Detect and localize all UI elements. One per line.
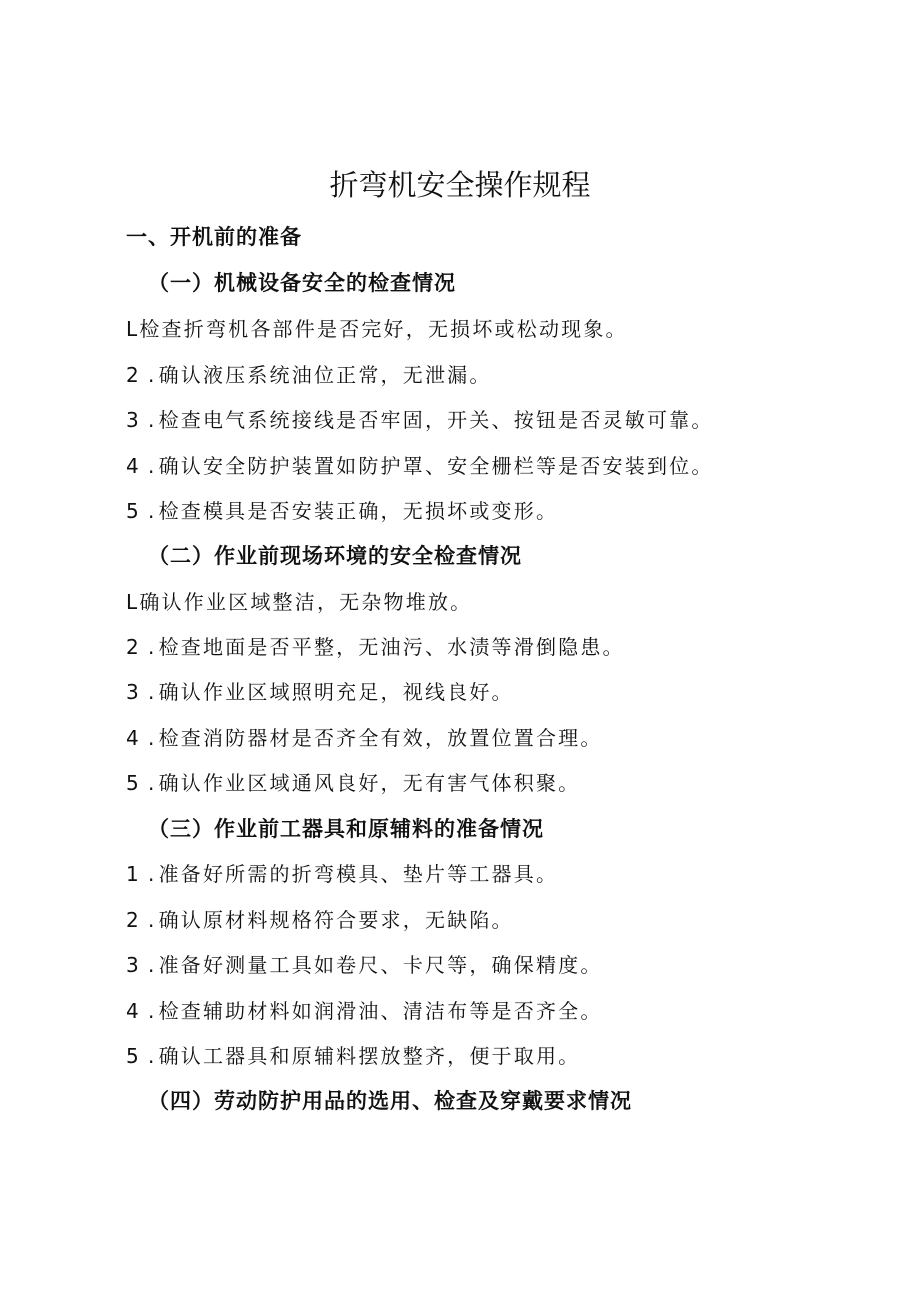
item-number: 3 bbox=[126, 953, 141, 977]
item-dot: . bbox=[148, 408, 157, 432]
item-number: 4 bbox=[126, 726, 141, 750]
item-number: 3 bbox=[126, 408, 141, 432]
item-dot: . bbox=[148, 953, 157, 977]
item-dot: . bbox=[148, 908, 157, 932]
item-text: 检查消防器材是否齐全有效，放置位置合理。 bbox=[158, 726, 603, 750]
item-dot: . bbox=[148, 635, 157, 659]
section-heading: 一、开机前的准备 bbox=[126, 225, 302, 249]
list-item bbox=[126, 859, 558, 889]
item-number: 2 bbox=[126, 363, 141, 387]
item-number: 1 bbox=[126, 862, 141, 886]
item-text: 确认作业区域通风良好，无有害气体积聚。 bbox=[158, 771, 581, 795]
item-number: 2 bbox=[126, 635, 141, 659]
item-dot: . bbox=[148, 999, 157, 1023]
item-text: 准备好测量工具如卷尺、卡尺等，确保精度。 bbox=[158, 953, 603, 977]
subsection-heading: （三）作业前工器具和原辅料的准备情况 bbox=[148, 817, 544, 841]
list-item bbox=[126, 405, 714, 435]
subsection-heading: （二）作业前现场环境的安全检查情况 bbox=[148, 544, 522, 568]
item-text: 确认工器具和原辅料摆放整齐，便于取用。 bbox=[158, 1044, 581, 1068]
list-item bbox=[126, 950, 603, 980]
item-number: 4 bbox=[126, 454, 141, 478]
list-item bbox=[126, 496, 558, 526]
item-dot: . bbox=[148, 1044, 157, 1068]
item-text: 检查模具是否安装正确，无损坏或变形。 bbox=[158, 499, 559, 523]
item-number: 5 bbox=[126, 771, 141, 795]
item-dot: . bbox=[148, 726, 157, 750]
item-dot: . bbox=[148, 862, 157, 886]
item-text: 准备好所需的折弯模具、垫片等工器具。 bbox=[158, 862, 559, 886]
item-text: 检查地面是否平整，无油污、水渍等滑倒隐患。 bbox=[158, 635, 625, 659]
list-item bbox=[126, 677, 514, 707]
list-item bbox=[126, 1041, 580, 1071]
list-item bbox=[126, 632, 625, 662]
item-number: 4 bbox=[126, 999, 141, 1023]
item-text: 检查折弯机各部件是否完好，无损坏或松动现象。 bbox=[139, 317, 628, 341]
list-item bbox=[126, 996, 603, 1026]
item-dot: . bbox=[148, 363, 157, 387]
item-number: L bbox=[126, 590, 140, 614]
document-title: 折弯机安全操作规程 bbox=[329, 168, 591, 202]
item-number: 5 bbox=[126, 499, 141, 523]
item-dot: . bbox=[148, 499, 157, 523]
item-dot: . bbox=[148, 680, 157, 704]
item-text: 检查辅助材料如润滑油、清洁布等是否齐全。 bbox=[158, 999, 603, 1023]
list-item bbox=[126, 723, 603, 753]
list-item bbox=[126, 451, 714, 481]
item-text: 确认液压系统油位正常，无泄漏。 bbox=[158, 363, 492, 387]
item-text: 确认安全防护装置如防护罩、安全栅栏等是否安装到位。 bbox=[158, 454, 714, 478]
subsection-heading: （一）机械设备安全的检查情况 bbox=[148, 271, 456, 295]
item-text: 确认作业区域照明充足，视线良好。 bbox=[158, 680, 514, 704]
list-item bbox=[126, 360, 492, 390]
item-text: 确认原材料规格符合要求，无缺陷。 bbox=[158, 908, 514, 932]
subsection-heading: （四）劳动防护用品的选用、检查及穿戴要求情况 bbox=[148, 1089, 632, 1113]
item-dot: . bbox=[148, 454, 157, 478]
item-text: 确认作业区域整洁，无杂物堆放。 bbox=[139, 590, 473, 614]
list-item bbox=[126, 768, 580, 798]
item-text: 检查电气系统接线是否牢固，开关、按钮是否灵敏可靠。 bbox=[158, 408, 714, 432]
item-number: L bbox=[126, 317, 140, 341]
item-number: 3 bbox=[126, 680, 141, 704]
item-number: 2 bbox=[126, 908, 141, 932]
list-item bbox=[126, 314, 628, 344]
item-dot: . bbox=[148, 771, 157, 795]
item-number: 5 bbox=[126, 1044, 141, 1068]
list-item bbox=[126, 905, 514, 935]
list-item bbox=[126, 587, 472, 617]
